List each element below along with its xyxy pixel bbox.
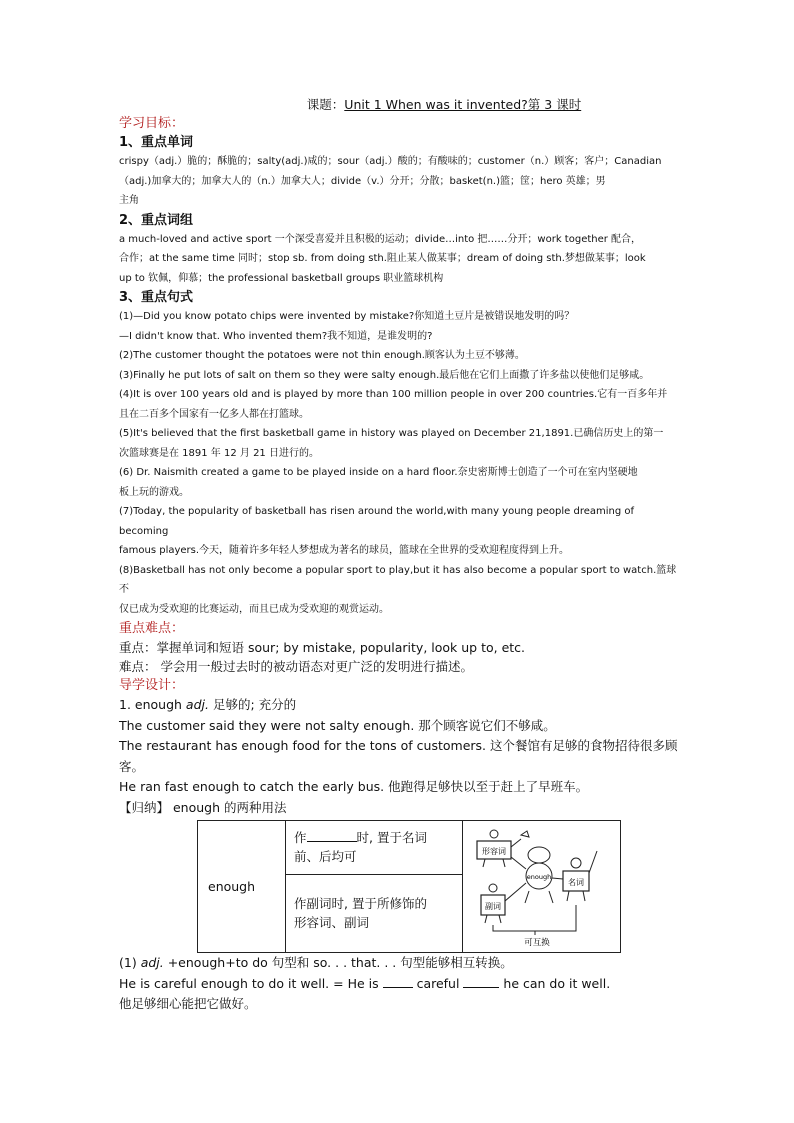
phrases-line-1: a much-loved and active sport 一个深受喜爱并且积极的运动；divide…into 把……分开；work together 配合，: [119, 233, 642, 245]
note-1-pos: adj.: [140, 955, 164, 970]
guide-example-1: The customer said they were not salty enough. 那个顾客说它们不够咸。: [119, 717, 556, 733]
guide-item-1-word: 1. enough: [119, 697, 186, 712]
key-point-1: 重点：掌握单词和短语 sour; by mistake, popularity, look up to, etc.: [119, 640, 526, 655]
fill-blank[interactable]: [307, 829, 357, 842]
guide-item-1-pos: adj.: [185, 697, 209, 712]
title-text: Unit 1 When was it invented?第 3 课时: [344, 97, 582, 112]
note-1: [119, 953, 679, 974]
enough-label: enough: [526, 873, 552, 881]
section-key-points: 重点难点：: [119, 621, 185, 636]
words-line-1: crispy（adj.）脆的；酥脆的；salty(adj.)咸的；sour（adj.）酸的；有酸味的；customer（n.）顾客；客户；Canadian: [119, 156, 662, 167]
lesson-title: [209, 96, 679, 114]
sentence-8a: (8)Basketball has not only become a popular sport to play,but it has also become a popular sport to watch.篮球不: [119, 564, 677, 595]
key-point-2: 难点： 学会用一般过去时的被动语态对更广泛的发明进行描述。: [119, 659, 473, 674]
heading-words: 1、重点单词: [119, 135, 194, 150]
guide-example-2a: The restaurant has enough food for the tons of customers. 这个餐馆有足够的食物招待很多顾: [119, 738, 678, 753]
sentence-7a: (7)Today, the popularity of basketball has risen around the world,with many young people dreaming of becoming: [119, 506, 635, 537]
enough-usage-table: [197, 820, 621, 953]
guide-item-1: [119, 695, 679, 716]
interchangeable-label: 可互换: [524, 938, 550, 948]
table-word-cell: enough: [198, 821, 286, 953]
noun-label: 名词: [568, 878, 584, 887]
heading-sentences: 3、重点句式: [119, 290, 194, 305]
adverb-label: 副词: [485, 902, 501, 911]
guide-item-1-meaning: 足够的; 充分的: [208, 697, 297, 712]
exercise-part-1: He is careful enough to do it well. = He is: [119, 975, 383, 991]
guide-example-3: He ran fast enough to catch the early bus. 他跑得足够快以至于赶上了早班车。: [119, 779, 589, 794]
document-page: [119, 96, 679, 1015]
sentence-5b: 次篮球赛是在 1891 年 12 月 21 日进行的。: [119, 447, 319, 459]
exercise-sentence: [119, 974, 679, 995]
usage-adj-line2: 前、后均可: [294, 849, 357, 865]
adverb-card-icon: [481, 884, 505, 923]
sentence-7b: famous players.今天，随着许多年轻人梦想成为著名的球员，篮球在全世界的受欢迎程度得到上升。: [119, 545, 570, 556]
note-1-text: +enough+to do 句型和 so. . . that. . . 句型能够相互转换。: [163, 955, 513, 970]
phrases-line-2: 合作；at the same time 同时；stop sb. from doing sth.阻止某人做某事；dream of doing sth.梦想做某事；look: [119, 253, 646, 264]
sentence-6b: 板上玩的游戏。: [119, 486, 189, 498]
noun-card-icon: [563, 851, 597, 901]
exercise-part-2: careful: [412, 975, 464, 991]
usage-adj-prefix: 作: [294, 830, 307, 846]
phrases-line-3: up to 钦佩，仰慕；the professional basketball groups 职业篮球机构: [119, 272, 444, 284]
enough-figure-icon: [525, 847, 553, 903]
fill-blank[interactable]: [383, 975, 413, 988]
heading-phrases: 2、重点词组: [119, 212, 194, 228]
words-line-2: （adj.)加拿大的；加拿大人的（n.）加拿大人；divide（v.）分开；分散；basket(n.)篮；筐；hero 英雄；男: [119, 175, 606, 187]
sentence-1b: —I didn't know that. Who invented them?我不知道，是谁发明的?: [119, 330, 433, 342]
table-usage-adv: [286, 874, 463, 952]
guide-example-2b: 客。: [119, 758, 145, 774]
table-usage-adj: [286, 821, 463, 875]
usage-adj-suffix: 时, 置于名词: [356, 830, 427, 846]
sentence-4a: (4)It is over 100 years old and is played by more than 100 million people in over 200 countries.它有一百多年并: [119, 389, 668, 400]
adjective-card-icon: [477, 830, 529, 867]
sentence-1a: (1)—Did you know potato chips were invented by mistake?你知道土豆片是被错误地发明的吗？: [119, 311, 575, 322]
exercise-translation: 他足够细心能把它做好。: [119, 996, 257, 1011]
adjective-label: 形容词: [482, 847, 506, 856]
enough-illustration: [463, 821, 620, 949]
sentence-2: (2)The customer thought the potatoes were not thin enough.顾客认为土豆不够薄。: [119, 350, 525, 361]
usage-adv-line2: 形容词、副词: [294, 915, 370, 931]
summary-heading: 【归纳】 enough 的两种用法: [119, 799, 287, 815]
sentence-5a: (5)It's believed that the first basketball game in history was played on December 21,1891.已确信历史上的第一: [119, 428, 664, 439]
fill-blank[interactable]: [463, 975, 499, 988]
note-1-number: (1): [119, 955, 141, 970]
title-prefix: 课题：: [306, 97, 345, 112]
sentence-4b: 且在二百多个国家有一亿多人都在打篮球。: [119, 408, 309, 420]
words-line-3: 主角: [119, 195, 139, 206]
sentence-6a: (6) Dr. Naismith created a game to be played inside on a hard floor.奈史密斯博士创造了一个可在室内坚硬地: [119, 467, 638, 478]
sentence-8b: 仅已成为受欢迎的比赛运动，而且已成为受欢迎的观赏运动。: [119, 603, 389, 615]
section-goals: 学习目标：: [119, 116, 185, 131]
exercise-part-3: he can do it well.: [499, 975, 611, 991]
table-illustration-cell: [463, 821, 621, 953]
sentence-3: (3)Finally he put lots of salt on them so they were salty enough.最后他在它们上面撒了许多盐以使他们足够咸。: [119, 369, 650, 381]
section-guide: 导学设计：: [119, 678, 185, 693]
usage-adv-line1: 作副词时, 置于所修饰的: [294, 896, 427, 912]
